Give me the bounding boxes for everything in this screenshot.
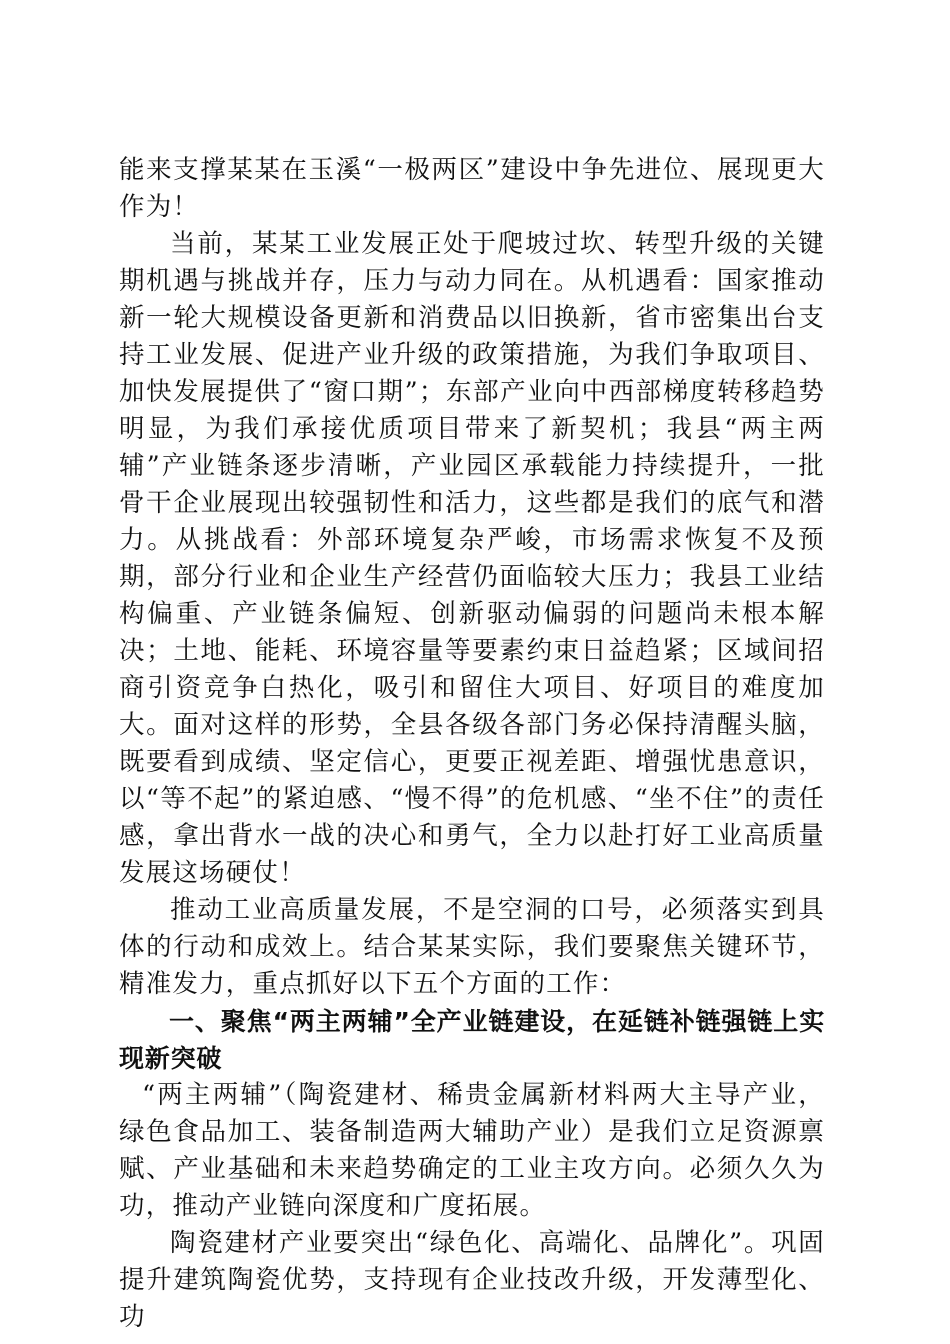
paragraph-two-main-two-aux: “两主两辅”（陶瓷建材、稀贵金属新材料两大主导产业，绿色食品加工、装备制造两大辅助产业）是我们立足资源禀赋、产业基础和未来趋势确定的工业主攻方向。必须久久为功，推动产业链向深度和广度拓展。 — [119, 1080, 825, 1221]
document-body — [119, 152, 825, 1336]
paragraph-current-situation: 当前，某某工业发展正处于爬坡过坎、转型升级的关键期机遇与挑战并存，压力与动力同在。从机遇看：国家推动新一轮大规模设备更新和消费品以旧换新，省市密集出台支持工业发展、促进产业升级的政策措施，为我们争取项目、加快发展提供了“窗口期”；东部产业向中西部梯度转移趋势明显，为我们承接优质项目带来了新契机；我县“两主两辅”产业链条逐步清晰，产业园区承载能力持续提升，一批骨干企业展现出较强韧性和活力，这些都是我们的底气和潜力。从挑战看：外部环境复杂严峻，市场需求恢复不及预期，部分行业和企业生产经营仍面临较大压力；我县工业结构偏重、产业链条偏短、创新驱动偏弱的问题尚未根本解决；土地、能耗、环境容量等要素约束日益趋紧；区域间招商引资竞争白热化，吸引和留住大项目、好项目的难度加大。面对这样的形势，全县各级各部门务必保持清醒头脑，既要看到成绩、坚定信心，更要正视差距、增强忧患意识，以“等不起”的紧迫感、“慢不得”的危机感、“坐不住”的责任感，拿出背水一战的决心和勇气，全力以赴打好工业高质量发展这场硬仗！ — [119, 229, 825, 888]
paragraph-ceramics: 陶瓷建材产业要突出“绿色化、高端化、品牌化”。巩固提升建筑陶瓷优势，支持现有企业技改升级，开发薄型化、功 — [119, 1228, 825, 1332]
section-heading-1: 一、聚焦“两主两辅”全产业链建设，在延链补链强链上实现新突破 — [119, 1007, 825, 1073]
paragraph-work-focus: 推动工业高质量发展，不是空洞的口号，必须落实到具体的行动和成效上。结合某某实际，我们要聚焦关键环节，精准发力，重点抓好以下五个方面的工作： — [119, 895, 825, 999]
paragraph-continuation: 能来支撑某某在玉溪“一极两区”建设中争先进位、展现更大作为！ — [119, 155, 825, 222]
